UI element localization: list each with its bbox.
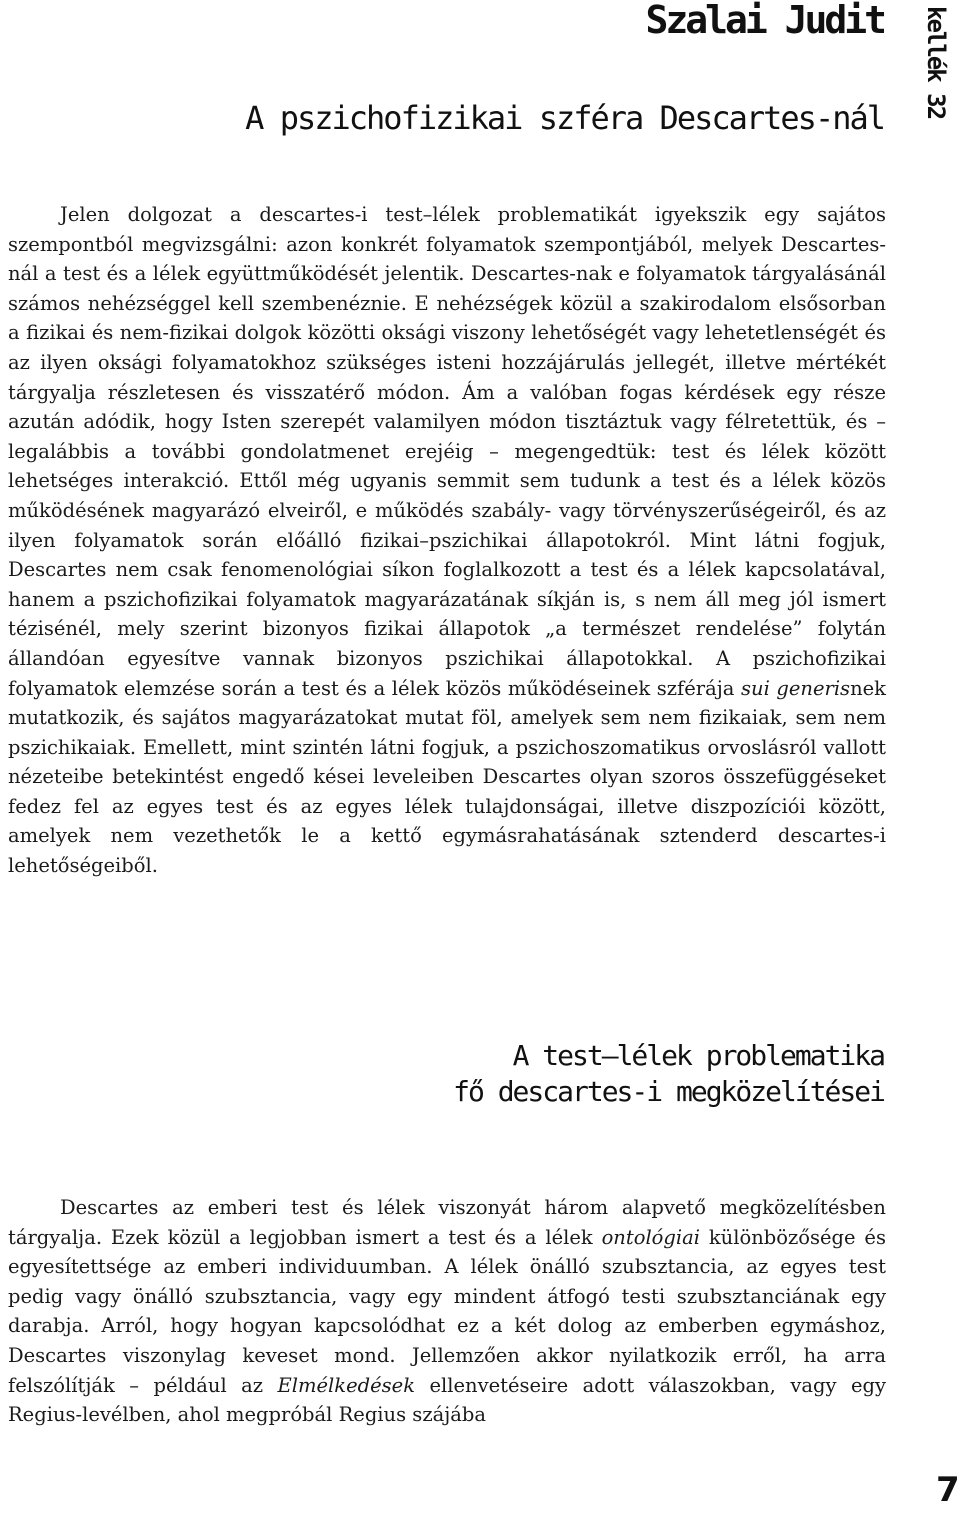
page-number: 7 — [936, 1470, 960, 1510]
section-italic-ontologiai: ontológiai — [601, 1225, 700, 1249]
section-text-part-3: ellenvetéseire adott válaszokban, vagy egy Regius-levélben, ahol megpróbál Regius szájába — [8, 1373, 886, 1427]
article-title: A pszichofizikai szféra Descartes-nál — [245, 99, 884, 137]
intro-text-main: Jelen dolgozat a descartes-i test–lélek problematikát igyekszik egy sajátos szempontból megvizsgálni: azon konkrét folyamatok szempontjából, melyek Descartes-nál a test és a lélek együttműködését jelentik. Descartes-nak e folyamatok tárgyalásánál számos nehézséggel kell szembenéznie. E nehézségek közül a szakirodalom elsősorban a fizikai és nem-fizikai dolgok közötti oksági viszony lehetőségét vagy lehetetlenségét és az ilyen oksági folyamatokhoz szükséges isteni hozzájárulás jellegét, illetve mértékét tárgyalja részletesen és visszatérő módon. Ám a valóban fogas kérdések egy része azután adódik, hogy Isten szerepét valamilyen módon tisztáztuk vagy félretettük, és – legalábbis a további gondolatmenet erejéig – megengedtük: test és lélek között lehetséges interakció. Ettől még ugyanis semmit sem tudunk a test és a lélek közös működésének magyarázó elveiről, e működés szabály- vagy törvényszerűségeiről, és az ilyen folyamatok során előálló fizikai–pszichikai állapotokról. Mint látni fogjuk, Descartes nem csak fenomenológiai síkon foglalkozott a test és a lélek kapcsolatával, hanem a pszichofizikai folyamatok magyarázatának síkján is, s nem áll meg jól ismert tézisénél, mely szerint bizonyos fizikai állapotok „a természet rendelése” folytán állandóan egyesítve vannak bizonyos pszichikai állapotokkal. A pszichofizikai folyamatok elemzése során a test és a lélek közös működéseinek szférája — [8, 203, 886, 700]
section-text — [8, 1193, 886, 1430]
author-name: Szalai Judit — [645, 0, 884, 42]
section-heading-line-1: A test–lélek problematika — [512, 1039, 884, 1072]
section-text-part-2: különbözősége és egyesítettsége az emberi individuumban. A lélek önálló szubsztancia, az egyes test pedig vagy önálló szubsztancia, vagy egy mindent átfogó testi szubsztanciának egy darabja. Arról, hogy hogyan kapcsolódhat ez a két dolog az emberben egymáshoz, Descartes viszonylag keveset mond. Jellemzően akkor nyilatkozik erről, ha arra felszólítják – például az — [8, 1225, 886, 1397]
section-heading — [453, 1038, 884, 1110]
section-italic-elmelkedesek: Elmélkedések — [277, 1373, 416, 1397]
section-paragraph — [8, 1193, 886, 1430]
section-heading-line-2: fő descartes-i megközelítései — [453, 1075, 884, 1108]
section-text-part-1: Descartes az emberi test és lélek viszonyát három alapvető megközelítésben tárgyalja. Ezek közül a legjobban ismert a test és a lélek — [8, 1196, 886, 1249]
intro-text — [8, 200, 886, 881]
running-head: kellék 32 — [922, 6, 950, 119]
intro-italic-phrase: sui generis — [741, 676, 851, 700]
intro-paragraph — [8, 200, 886, 881]
intro-text-continued: nek mutatkozik, és sajátos magyarázatokat mutat föl, amelyek sem nem fizikaiak, sem nem pszichikaiak. Emellett, mint szintén látni fogjuk, a pszichoszomatikus orvoslásról vallott nézeteibe betekintést engedő kései leveleiben Descartes olyan szoros összefüggéseket fedez fel az egyes test és az egyes lélek tulajdonságai, illetve diszpozíciói között, amelyek nem vezethetők le a kettő egymásrahatásának sztenderd descartes-i lehetőségeiből. — [8, 676, 886, 878]
